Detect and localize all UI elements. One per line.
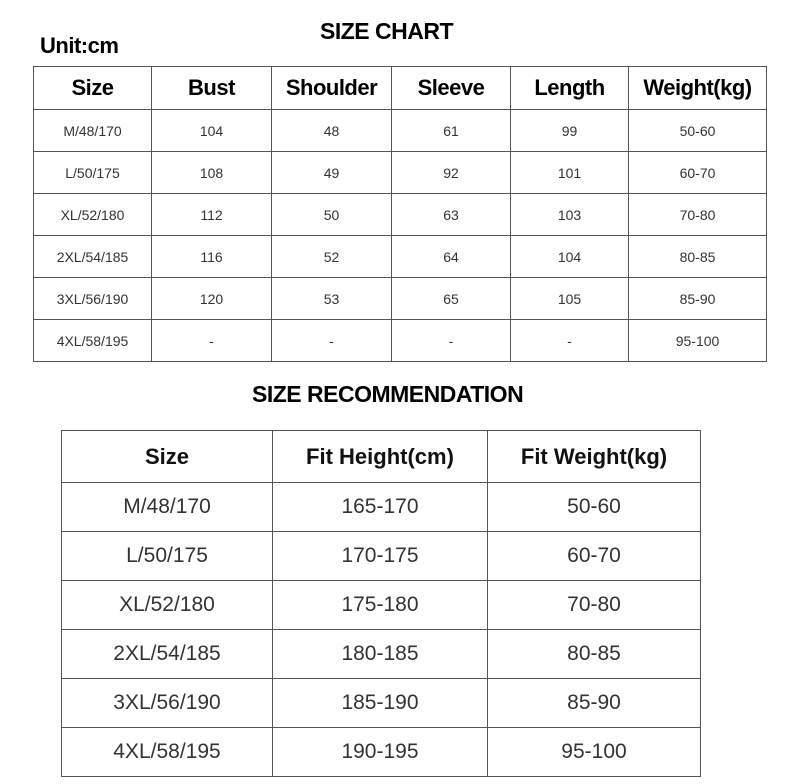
- table-header-row: [34, 67, 767, 110]
- table-cell: 53: [272, 278, 392, 320]
- table-cell: 4XL/58/195: [62, 728, 273, 777]
- table-cell: -: [152, 320, 272, 362]
- table-cell: 65: [392, 278, 511, 320]
- unit-label: Unit:cm: [40, 33, 119, 58]
- table-cell: M/48/170: [62, 483, 273, 532]
- table-cell: 112: [152, 194, 272, 236]
- table-cell: 60-70: [488, 532, 701, 581]
- table-cell: L/50/175: [62, 532, 273, 581]
- table-cell: 175-180: [273, 581, 488, 630]
- size-recommendation-title: SIZE RECOMMENDATION: [252, 381, 524, 407]
- table-cell: 48: [272, 110, 392, 152]
- table-row: [34, 110, 767, 152]
- table-cell: 2XL/54/185: [62, 630, 273, 679]
- table-row: [34, 194, 767, 236]
- table-cell: 190-195: [273, 728, 488, 777]
- column-header: Size: [62, 431, 273, 483]
- table-cell: 3XL/56/190: [62, 679, 273, 728]
- size-recommendation-table: [61, 430, 701, 777]
- table-row: [62, 581, 701, 630]
- table-cell: 70-80: [488, 581, 701, 630]
- table-row: [62, 679, 701, 728]
- table-cell: 85-90: [629, 278, 767, 320]
- table-cell: -: [392, 320, 511, 362]
- table-row: [62, 483, 701, 532]
- table-cell: 80-85: [488, 630, 701, 679]
- column-header: Bust: [152, 67, 272, 110]
- table-row: [34, 236, 767, 278]
- table-cell: M/48/170: [34, 110, 152, 152]
- table-cell: 92: [392, 152, 511, 194]
- table-cell: 50-60: [629, 110, 767, 152]
- table-cell: 95-100: [488, 728, 701, 777]
- table-cell: -: [511, 320, 629, 362]
- table-cell: 120: [152, 278, 272, 320]
- table-cell: 64: [392, 236, 511, 278]
- table-cell: 170-175: [273, 532, 488, 581]
- table-cell: XL/52/180: [34, 194, 152, 236]
- table-cell: 2XL/54/185: [34, 236, 152, 278]
- column-header: Fit Weight(kg): [488, 431, 701, 483]
- table-cell: 63: [392, 194, 511, 236]
- table-cell: 49: [272, 152, 392, 194]
- table-cell: 99: [511, 110, 629, 152]
- size-chart-title: SIZE CHART: [320, 18, 453, 44]
- table-cell: 180-185: [273, 630, 488, 679]
- table-cell: L/50/175: [34, 152, 152, 194]
- table-cell: 104: [152, 110, 272, 152]
- table-cell: 85-90: [488, 679, 701, 728]
- table-cell: 101: [511, 152, 629, 194]
- table-cell: 95-100: [629, 320, 767, 362]
- table-row: [34, 278, 767, 320]
- table-cell: 116: [152, 236, 272, 278]
- table-row: [62, 728, 701, 777]
- column-header: Size: [34, 67, 152, 110]
- table-cell: 105: [511, 278, 629, 320]
- table-cell: 4XL/58/195: [34, 320, 152, 362]
- table-cell: XL/52/180: [62, 581, 273, 630]
- table-cell: 3XL/56/190: [34, 278, 152, 320]
- column-header: Shoulder: [272, 67, 392, 110]
- table-header-row: [62, 431, 701, 483]
- table-cell: 61: [392, 110, 511, 152]
- table-cell: 60-70: [629, 152, 767, 194]
- table-cell: 50-60: [488, 483, 701, 532]
- table-cell: -: [272, 320, 392, 362]
- table-row: [34, 320, 767, 362]
- table-cell: 80-85: [629, 236, 767, 278]
- column-header: Fit Height(cm): [273, 431, 488, 483]
- table-cell: 185-190: [273, 679, 488, 728]
- size-chart-table: [33, 66, 767, 362]
- table-row: [62, 532, 701, 581]
- column-header: Length: [511, 67, 629, 110]
- table-cell: 70-80: [629, 194, 767, 236]
- table-cell: 52: [272, 236, 392, 278]
- column-header: Weight(kg): [629, 67, 767, 110]
- table-cell: 108: [152, 152, 272, 194]
- table-row: [62, 630, 701, 679]
- column-header: Sleeve: [392, 67, 511, 110]
- table-row: [34, 152, 767, 194]
- table-cell: 165-170: [273, 483, 488, 532]
- table-cell: 50: [272, 194, 392, 236]
- table-cell: 103: [511, 194, 629, 236]
- table-cell: 104: [511, 236, 629, 278]
